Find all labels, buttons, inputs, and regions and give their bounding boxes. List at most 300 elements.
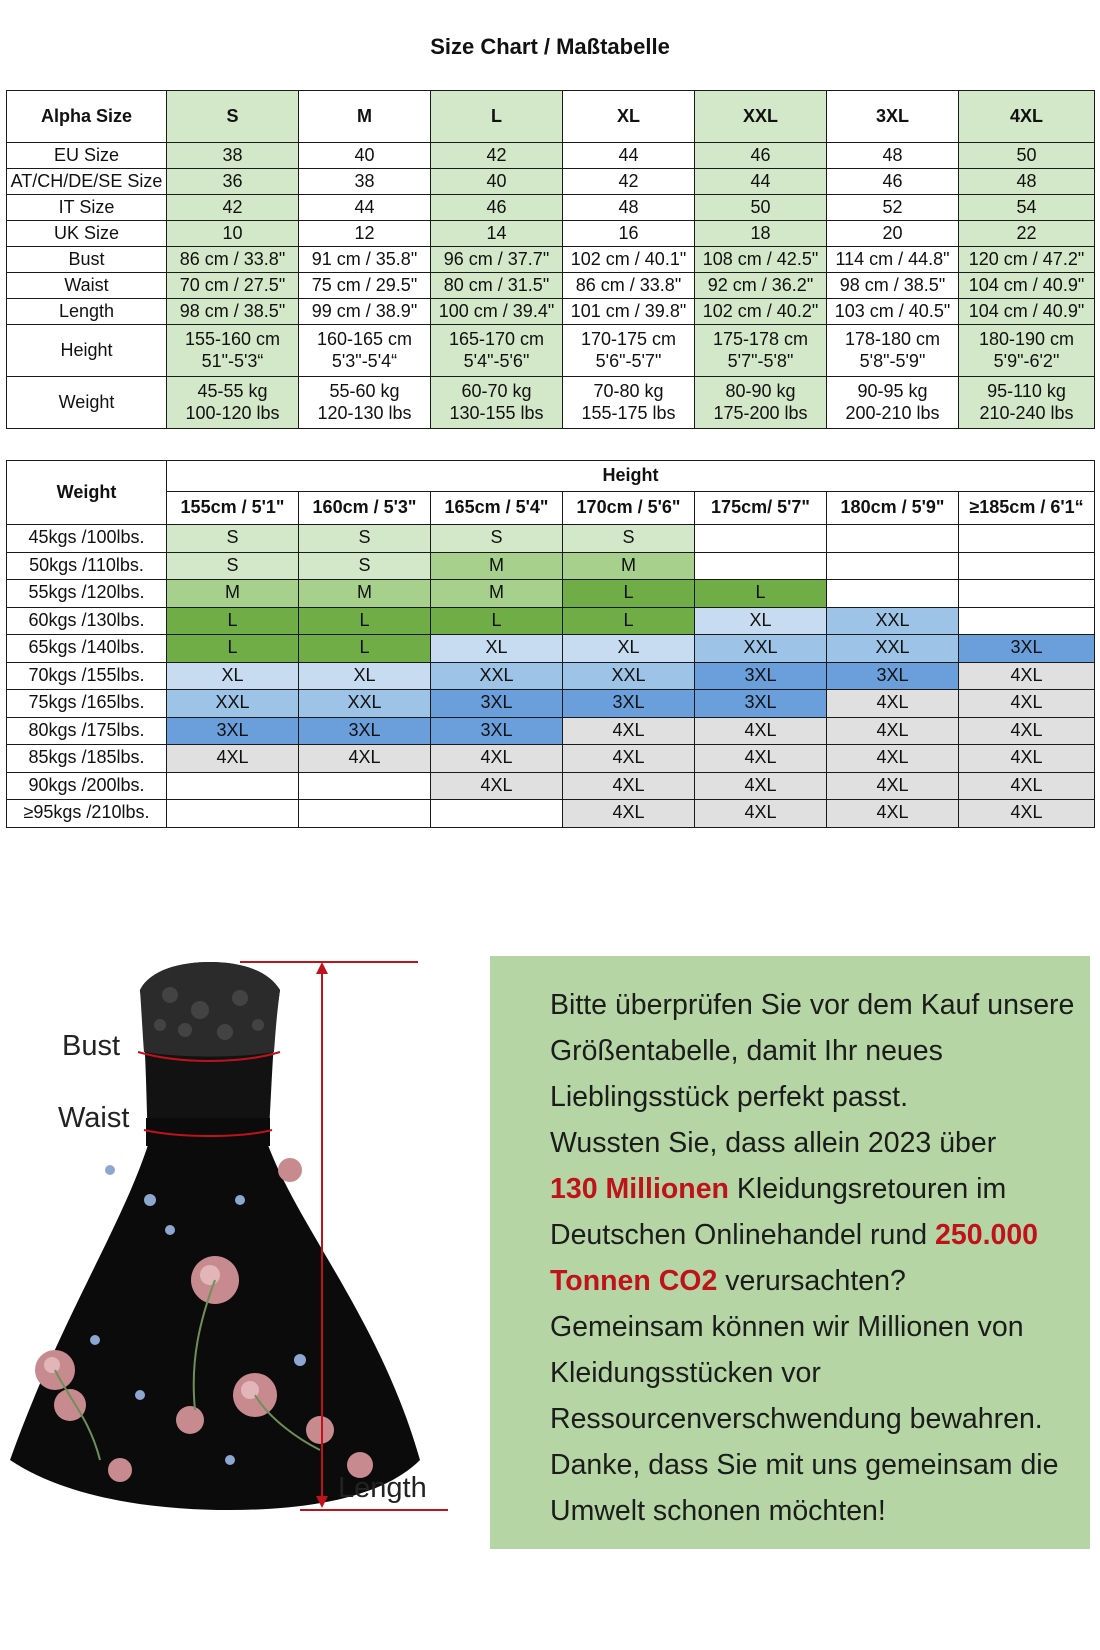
notice-line bbox=[550, 1120, 1070, 1166]
size-cell bbox=[959, 299, 1095, 325]
size-cell bbox=[827, 143, 959, 169]
fit-row bbox=[7, 745, 1095, 773]
fit-cell: M bbox=[563, 552, 695, 580]
size-cell bbox=[431, 143, 563, 169]
size-cell-line: 98 cm / 38.5" bbox=[839, 274, 946, 295]
fit-cell: S bbox=[299, 525, 431, 553]
size-row bbox=[7, 299, 1095, 325]
size-header-l: L bbox=[431, 91, 563, 143]
notice-text-segment: Bitte überprüfen Sie vor dem Kauf unsere bbox=[550, 989, 1075, 1021]
size-cell-line: 5'9"-6'2" bbox=[993, 350, 1060, 371]
fit-row bbox=[7, 717, 1095, 745]
row-label: Bust bbox=[7, 247, 167, 273]
notice-text-segment: Kleidungsretouren im bbox=[728, 1173, 1007, 1205]
fit-cell: 4XL bbox=[695, 800, 827, 828]
size-cell bbox=[167, 325, 299, 377]
fit-cell: S bbox=[431, 525, 563, 553]
size-cell-line: 42 bbox=[222, 196, 243, 217]
size-cell-line: 50 bbox=[750, 196, 771, 217]
size-cell-line: 114 cm / 44.8" bbox=[835, 248, 950, 269]
size-cell bbox=[167, 221, 299, 247]
row-label: Length bbox=[7, 299, 167, 325]
fit-cell: XL bbox=[167, 662, 299, 690]
size-cell-line: 52 bbox=[882, 196, 903, 217]
highlight-text: 130 Millionen bbox=[550, 1173, 729, 1205]
fit-guide-table bbox=[6, 460, 1095, 828]
fit-cell: 3XL bbox=[167, 717, 299, 745]
fit-cell: 4XL bbox=[695, 717, 827, 745]
fit-cell: 4XL bbox=[695, 772, 827, 800]
fit-row bbox=[7, 772, 1095, 800]
fit-cell: S bbox=[299, 552, 431, 580]
fit-cell: S bbox=[167, 525, 299, 553]
size-header-xxl: XXL bbox=[695, 91, 827, 143]
size-cell-line: 70 cm / 27.5" bbox=[179, 274, 286, 295]
size-cell bbox=[695, 273, 827, 299]
size-cell-line: 103 cm / 40.5" bbox=[834, 300, 951, 321]
size-cell-line: 102 cm / 40.2" bbox=[702, 300, 819, 321]
size-cell-line: 86 cm / 33.8" bbox=[179, 248, 286, 269]
size-cell-line: 155-175 lbs bbox=[581, 402, 676, 423]
size-cell bbox=[431, 325, 563, 377]
notice-text-segment: Umwelt schonen möchten! bbox=[550, 1495, 886, 1527]
notice-line bbox=[550, 1488, 1070, 1534]
highlight-text: Tonnen CO2 bbox=[550, 1265, 718, 1297]
fit-table-corner: Weight bbox=[7, 461, 167, 525]
size-cell-line: 86 cm / 33.8" bbox=[575, 274, 682, 295]
size-cell bbox=[299, 299, 431, 325]
fit-cell: 3XL bbox=[959, 635, 1095, 663]
fit-cell: L bbox=[299, 635, 431, 663]
size-cell-line: 5'4"-5'6" bbox=[463, 350, 530, 371]
fit-cell: L bbox=[563, 607, 695, 635]
size-cell bbox=[299, 247, 431, 273]
fit-cell: L bbox=[431, 607, 563, 635]
fit-cell: 4XL bbox=[431, 772, 563, 800]
size-row bbox=[7, 377, 1095, 429]
weight-label: 80kgs /175lbs. bbox=[7, 717, 167, 745]
fit-cell bbox=[827, 552, 959, 580]
size-cell bbox=[299, 377, 431, 429]
size-cell-line: 48 bbox=[882, 144, 903, 165]
fit-row bbox=[7, 800, 1095, 828]
weight-label: ≥95kgs /210lbs. bbox=[7, 800, 167, 828]
size-cell-line: 42 bbox=[618, 170, 639, 191]
fit-cell: 4XL bbox=[959, 662, 1095, 690]
fit-cell: 4XL bbox=[167, 745, 299, 773]
size-row bbox=[7, 169, 1095, 195]
fit-cell: S bbox=[563, 525, 695, 553]
row-label: UK Size bbox=[7, 221, 167, 247]
size-cell bbox=[299, 273, 431, 299]
size-cell-line: 95-110 kg bbox=[987, 380, 1066, 401]
size-cell-line: 200-210 lbs bbox=[845, 402, 940, 423]
size-cell bbox=[299, 169, 431, 195]
fit-cell: 4XL bbox=[827, 800, 959, 828]
size-cell bbox=[167, 273, 299, 299]
size-cell-line: 91 cm / 35.8" bbox=[311, 248, 418, 269]
size-cell-line: 100 cm / 39.4" bbox=[438, 300, 555, 321]
weight-label: 75kgs /165lbs. bbox=[7, 690, 167, 718]
size-header-xl: XL bbox=[563, 91, 695, 143]
fit-row bbox=[7, 525, 1095, 553]
size-cell-line: 108 cm / 42.5" bbox=[702, 248, 819, 269]
fit-cell: 4XL bbox=[959, 772, 1095, 800]
size-cell-line: 178-180 cm bbox=[844, 328, 941, 349]
size-cell-line: 101 cm / 39.8" bbox=[570, 300, 687, 321]
fit-cell bbox=[959, 525, 1095, 553]
row-label: IT Size bbox=[7, 195, 167, 221]
fit-cell: 4XL bbox=[563, 800, 695, 828]
size-header-m: M bbox=[299, 91, 431, 143]
size-cell bbox=[299, 195, 431, 221]
size-cell-line: 165-170 cm bbox=[448, 328, 545, 349]
size-cell bbox=[563, 273, 695, 299]
fit-cell: 3XL bbox=[695, 662, 827, 690]
size-header-s: S bbox=[167, 91, 299, 143]
fit-cell: 4XL bbox=[959, 690, 1095, 718]
size-cell bbox=[827, 377, 959, 429]
size-cell bbox=[167, 377, 299, 429]
fit-cell: 3XL bbox=[695, 690, 827, 718]
size-cell bbox=[431, 273, 563, 299]
size-cell bbox=[959, 169, 1095, 195]
size-cell-line: 104 cm / 40.9" bbox=[968, 300, 1085, 321]
size-cell-line: 98 cm / 38.5" bbox=[179, 300, 286, 321]
size-cell-line: 104 cm / 40.9" bbox=[968, 274, 1085, 295]
size-cell bbox=[827, 325, 959, 377]
size-cell bbox=[563, 247, 695, 273]
notice-text-segment: Größentabelle, damit Ihr neues bbox=[550, 1035, 943, 1067]
size-cell-line: 55-60 kg bbox=[329, 380, 400, 401]
notice-line bbox=[550, 1258, 1070, 1304]
fit-cell: L bbox=[167, 635, 299, 663]
row-label: Waist bbox=[7, 273, 167, 299]
size-cell bbox=[563, 221, 695, 247]
size-cell-line: 48 bbox=[618, 196, 639, 217]
bust-label: Bust bbox=[62, 1030, 121, 1062]
size-cell-line: 170-175 cm bbox=[580, 328, 677, 349]
notice-line bbox=[550, 1304, 1070, 1350]
size-cell bbox=[695, 169, 827, 195]
notice-text-segment: Gemeinsam können wir Millionen von bbox=[550, 1311, 1024, 1343]
size-cell bbox=[431, 169, 563, 195]
weight-label: 60kgs /130lbs. bbox=[7, 607, 167, 635]
size-cell-line: 210-240 lbs bbox=[979, 402, 1074, 423]
weight-label: 70kgs /155lbs. bbox=[7, 662, 167, 690]
fit-row bbox=[7, 607, 1095, 635]
notice-text-segment: Ressourcenverschwendung bewahren. bbox=[550, 1403, 1043, 1435]
size-cell bbox=[431, 195, 563, 221]
row-label: EU Size bbox=[7, 143, 167, 169]
highlight-text: 250.000 bbox=[935, 1219, 1039, 1251]
fit-cell: M bbox=[299, 580, 431, 608]
fit-cell bbox=[167, 800, 299, 828]
height-group-header: Height bbox=[167, 461, 1095, 492]
fit-cell: XXL bbox=[563, 662, 695, 690]
fit-cell: XXL bbox=[695, 635, 827, 663]
notice-text-segment: Kleidungsstücken vor bbox=[550, 1357, 821, 1389]
size-cell-line: 54 bbox=[1016, 196, 1037, 217]
size-row bbox=[7, 325, 1095, 377]
size-cell-line: 42 bbox=[486, 144, 507, 165]
size-cell-line: 40 bbox=[486, 170, 507, 191]
size-cell bbox=[959, 377, 1095, 429]
fit-cell: M bbox=[431, 580, 563, 608]
height-header: 160cm / 5'3" bbox=[299, 492, 431, 525]
size-cell-line: 46 bbox=[750, 144, 771, 165]
weight-label: 90kgs /200lbs. bbox=[7, 772, 167, 800]
size-cell bbox=[299, 221, 431, 247]
size-cell bbox=[563, 195, 695, 221]
notice-text-segment: verursachten? bbox=[717, 1265, 906, 1297]
fit-cell bbox=[827, 580, 959, 608]
fit-cell bbox=[959, 607, 1095, 635]
fit-cell: L bbox=[167, 607, 299, 635]
notice-line bbox=[550, 1442, 1070, 1488]
weight-label: 45kgs /100lbs. bbox=[7, 525, 167, 553]
waist-label: Waist bbox=[58, 1102, 130, 1134]
fit-cell: 4XL bbox=[959, 717, 1095, 745]
size-cell-line: 38 bbox=[222, 144, 243, 165]
height-header: 170cm / 5'6" bbox=[563, 492, 695, 525]
fit-cell: L bbox=[695, 580, 827, 608]
fit-cell: M bbox=[167, 580, 299, 608]
size-cell bbox=[299, 325, 431, 377]
fit-cell: 4XL bbox=[827, 717, 959, 745]
fit-cell: XXL bbox=[827, 635, 959, 663]
size-cell-line: 45-55 kg bbox=[197, 380, 268, 401]
size-cell bbox=[959, 273, 1095, 299]
fit-cell bbox=[959, 580, 1095, 608]
size-cell-line: 160-165 cm bbox=[316, 328, 413, 349]
notice-text-segment: Deutschen Onlinehandel rund bbox=[550, 1219, 936, 1251]
size-cell-line: 44 bbox=[354, 196, 375, 217]
size-cell-line: 16 bbox=[618, 222, 639, 243]
size-cell-line: 80-90 kg bbox=[725, 380, 796, 401]
size-cell-line: 92 cm / 36.2" bbox=[707, 274, 814, 295]
fit-cell: L bbox=[563, 580, 695, 608]
fit-cell: 4XL bbox=[563, 772, 695, 800]
fit-cell: 4XL bbox=[695, 745, 827, 773]
row-label: Weight bbox=[7, 377, 167, 429]
size-header-3xl: 3XL bbox=[827, 91, 959, 143]
size-cell-line: 44 bbox=[750, 170, 771, 191]
size-cell bbox=[959, 221, 1095, 247]
fit-cell: 4XL bbox=[827, 690, 959, 718]
fit-cell: 3XL bbox=[431, 717, 563, 745]
size-row bbox=[7, 195, 1095, 221]
size-cell-line: 102 cm / 40.1" bbox=[570, 248, 687, 269]
size-cell bbox=[167, 143, 299, 169]
height-header: 155cm / 5'1" bbox=[167, 492, 299, 525]
size-cell bbox=[695, 325, 827, 377]
notice-line bbox=[550, 1212, 1070, 1258]
size-cell bbox=[827, 247, 959, 273]
size-cell-line: 40 bbox=[354, 144, 375, 165]
fit-cell: 3XL bbox=[431, 690, 563, 718]
fit-row bbox=[7, 662, 1095, 690]
fit-cell bbox=[431, 800, 563, 828]
size-cell-line: 22 bbox=[1016, 222, 1037, 243]
size-cell bbox=[959, 325, 1095, 377]
fit-cell: XL bbox=[299, 662, 431, 690]
size-cell-line: 130-155 lbs bbox=[449, 402, 544, 423]
fit-cell: 4XL bbox=[563, 717, 695, 745]
length-label: Length bbox=[338, 1472, 427, 1504]
fit-cell: 3XL bbox=[299, 717, 431, 745]
size-cell-line: 12 bbox=[354, 222, 375, 243]
size-row bbox=[7, 221, 1095, 247]
size-cell-line: 5'8"-5'9" bbox=[859, 350, 926, 371]
fit-cell: XL bbox=[695, 607, 827, 635]
size-cell bbox=[695, 195, 827, 221]
size-header-4xl: 4XL bbox=[959, 91, 1095, 143]
size-cell-line: 5'7"-5'8" bbox=[727, 350, 794, 371]
notice-line bbox=[550, 1396, 1070, 1442]
fit-cell: 4XL bbox=[431, 745, 563, 773]
size-cell-line: 60-70 kg bbox=[461, 380, 532, 401]
height-header: 165cm / 5'4" bbox=[431, 492, 563, 525]
size-cell bbox=[167, 247, 299, 273]
notice-text-segment: Lieblingsstück perfekt passt. bbox=[550, 1081, 909, 1113]
size-cell bbox=[167, 299, 299, 325]
size-cell bbox=[563, 299, 695, 325]
fit-cell: M bbox=[431, 552, 563, 580]
height-header: 175cm/ 5'7" bbox=[695, 492, 827, 525]
fit-cell bbox=[695, 525, 827, 553]
size-cell bbox=[827, 169, 959, 195]
size-cell bbox=[827, 273, 959, 299]
size-cell-line: 90-95 kg bbox=[857, 380, 928, 401]
size-cell bbox=[563, 377, 695, 429]
fit-cell: XXL bbox=[431, 662, 563, 690]
notice-line bbox=[550, 1166, 1070, 1212]
size-cell-line: 50 bbox=[1016, 144, 1037, 165]
fit-cell: XXL bbox=[299, 690, 431, 718]
fit-cell bbox=[299, 772, 431, 800]
size-chart-table bbox=[6, 90, 1095, 429]
notice-line bbox=[550, 1350, 1070, 1396]
fit-row bbox=[7, 690, 1095, 718]
fit-cell: S bbox=[167, 552, 299, 580]
notice-text bbox=[550, 982, 1075, 1534]
size-cell bbox=[431, 377, 563, 429]
notice-text-segment: Wussten Sie, dass allein 2023 über bbox=[550, 1127, 997, 1159]
size-cell-line: 180-190 cm bbox=[978, 328, 1075, 349]
size-cell bbox=[959, 143, 1095, 169]
size-cell-line: 10 bbox=[222, 222, 243, 243]
size-cell-line: 100-120 lbs bbox=[185, 402, 280, 423]
size-cell bbox=[431, 299, 563, 325]
size-cell bbox=[827, 195, 959, 221]
notice-line bbox=[550, 1028, 1070, 1074]
fit-cell: 4XL bbox=[827, 772, 959, 800]
size-cell-line: 5'6"-5'7" bbox=[595, 350, 662, 371]
size-cell bbox=[431, 247, 563, 273]
size-row bbox=[7, 247, 1095, 273]
size-cell bbox=[695, 221, 827, 247]
fit-cell: 3XL bbox=[563, 690, 695, 718]
size-cell bbox=[695, 377, 827, 429]
size-row bbox=[7, 143, 1095, 169]
size-cell-line: 14 bbox=[486, 222, 507, 243]
fit-cell bbox=[695, 552, 827, 580]
size-cell-line: 46 bbox=[882, 170, 903, 191]
size-cell-line: 36 bbox=[222, 170, 243, 191]
fit-cell bbox=[959, 552, 1095, 580]
size-row bbox=[7, 273, 1095, 299]
size-cell-line: 38 bbox=[354, 170, 375, 191]
size-cell-line: 70-80 kg bbox=[593, 380, 664, 401]
size-cell-line: 48 bbox=[1016, 170, 1037, 191]
fit-cell: L bbox=[299, 607, 431, 635]
fit-row bbox=[7, 580, 1095, 608]
size-cell bbox=[167, 169, 299, 195]
weight-label: 65kgs /140lbs. bbox=[7, 635, 167, 663]
fit-cell: XXL bbox=[167, 690, 299, 718]
size-cell bbox=[695, 143, 827, 169]
fit-cell: 4XL bbox=[959, 745, 1095, 773]
size-cell bbox=[563, 169, 695, 195]
height-header: 180cm / 5'9" bbox=[827, 492, 959, 525]
notice-line bbox=[550, 1074, 1070, 1120]
fit-cell: XL bbox=[431, 635, 563, 663]
size-cell-line: 155-160 cm bbox=[184, 328, 281, 349]
fit-cell: 4XL bbox=[827, 745, 959, 773]
size-cell bbox=[563, 325, 695, 377]
dress-illustration bbox=[0, 940, 460, 1560]
size-cell bbox=[563, 143, 695, 169]
size-cell-line: 20 bbox=[882, 222, 903, 243]
size-cell-line: 96 cm / 37.7" bbox=[443, 248, 550, 269]
size-cell-line: 5'3"-5'4“ bbox=[331, 350, 398, 371]
size-cell bbox=[167, 195, 299, 221]
fit-cell: 4XL bbox=[959, 800, 1095, 828]
weight-label: 55kgs /120lbs. bbox=[7, 580, 167, 608]
fit-cell bbox=[827, 525, 959, 553]
page-title: Size Chart / Maßtabelle bbox=[430, 34, 670, 59]
size-cell bbox=[827, 299, 959, 325]
alpha-size-header: Alpha Size bbox=[7, 91, 167, 143]
notice-line bbox=[550, 982, 1075, 1028]
fit-cell: 4XL bbox=[299, 745, 431, 773]
size-cell-line: 99 cm / 38.9" bbox=[311, 300, 418, 321]
row-label: Height bbox=[7, 325, 167, 377]
weight-label: 85kgs /185lbs. bbox=[7, 745, 167, 773]
size-cell bbox=[695, 299, 827, 325]
fit-cell bbox=[299, 800, 431, 828]
height-header: ≥185cm / 6'1“ bbox=[959, 492, 1095, 525]
size-cell-line: 75 cm / 29.5" bbox=[311, 274, 418, 295]
fit-cell: XXL bbox=[827, 607, 959, 635]
return-notice-box bbox=[490, 956, 1090, 1549]
fit-cell: XL bbox=[563, 635, 695, 663]
row-label: AT/CH/DE/SE Size bbox=[7, 169, 167, 195]
size-cell bbox=[959, 247, 1095, 273]
fit-cell bbox=[167, 772, 299, 800]
fit-cell: 4XL bbox=[563, 745, 695, 773]
size-cell bbox=[959, 195, 1095, 221]
size-cell bbox=[431, 221, 563, 247]
size-cell-line: 46 bbox=[486, 196, 507, 217]
size-cell-line: 80 cm / 31.5" bbox=[443, 274, 550, 295]
fit-cell: 3XL bbox=[827, 662, 959, 690]
notice-text-segment: Danke, dass Sie mit uns gemeinsam die bbox=[550, 1449, 1059, 1481]
size-cell bbox=[299, 143, 431, 169]
size-cell-line: 51"-5'3“ bbox=[201, 350, 264, 371]
fit-row bbox=[7, 635, 1095, 663]
